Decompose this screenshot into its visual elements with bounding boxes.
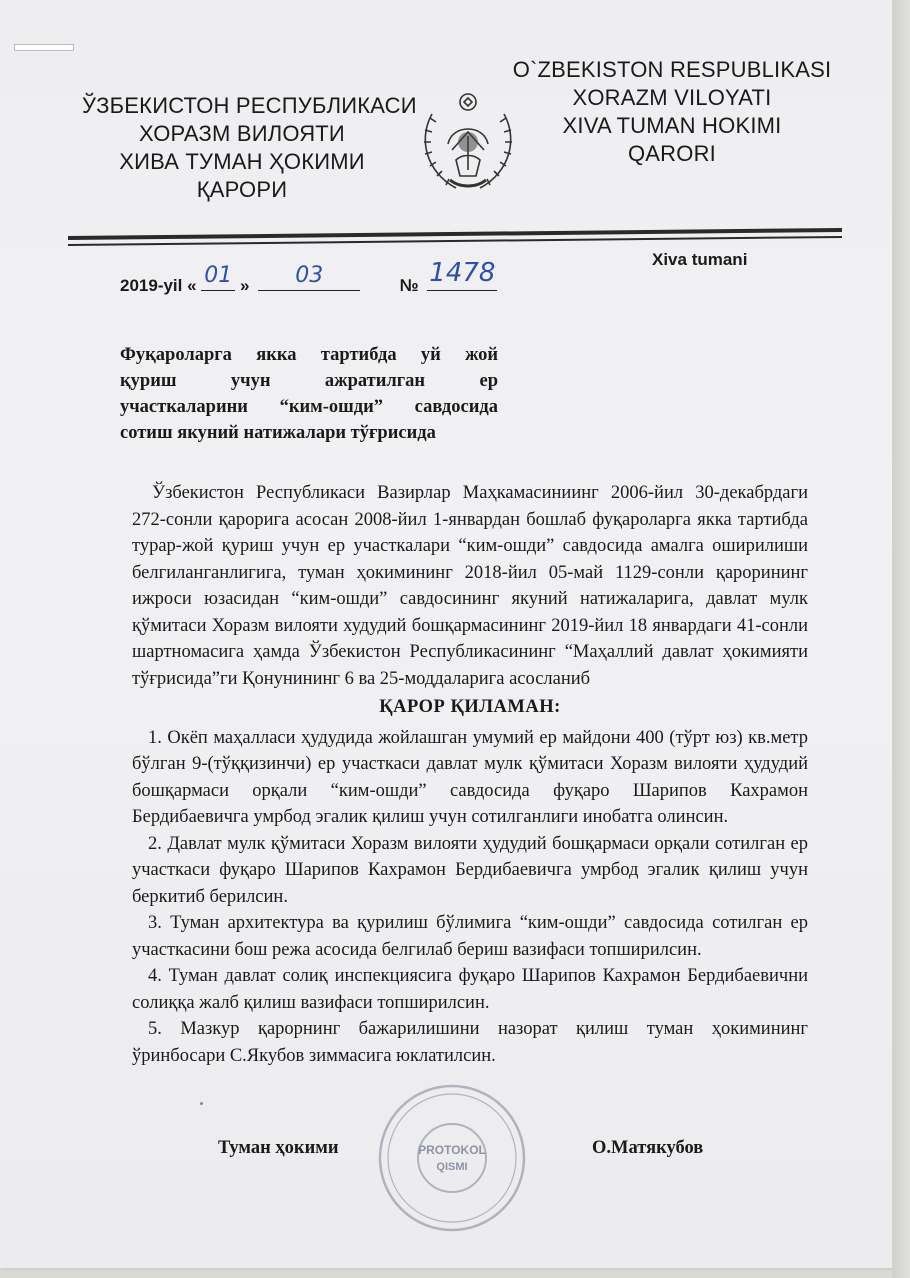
background-edge [892,0,910,1278]
preamble-paragraph: Ўзбекистон Республикаси Вазирлар Маҳкамасиниинг 2006-йил 30-декабрдаги 272-сонли қарорига асосан 2008-йил 1-январдан бошлаб фуқароларга якка тартибда турар-жой қуриш учун ер участкалари “ким-ошди” савдосида амалга оширилиши белгиланганлигига, туман ҳокимининг 2018-йил 05-май 1129-сонли қарорининг ижроси юзасидан “ким-ошди” савдосининг якуний натижаларига, давлат мулк қўмитаси Хоразм вилояти худудий бошқармасининг 2019-йил 18 январдаги 41-сонли шартномасига ҳамда Ўзбекистон Республикасининг “Маҳаллий давлат ҳокимияти тўғрисида”ги Қонунининг 6 ва 25-моддаларига асосланиб [132,483,808,689]
handwritten-number: 1478 [429,258,496,288]
header-right-line-1: O`ZBEKISTON RESPUBLIKASI [512,57,832,82]
decision-item-2: 2. Давлат мулк қўмитаси Хоразм вилояти ҳудудий бошқармаси орқали сотилган ер участкаси фуқаро Шарипов Кахрамон Бердибаевичга умрбод эгалик қилиш учун беркитиб берилсин. [132,833,808,907]
number-field [427,258,497,291]
header-right-line-4: QARORI [628,141,716,166]
date-line [120,258,497,296]
signature-name: О.Матякубов [592,1138,704,1158]
handwritten-day: 01 [204,263,233,288]
title-line-1: Фуқароларга якка тартибда уй жой [120,345,498,365]
handwritten-month: 03 [295,263,324,288]
title-line-4: сотиш якуний натижалари тўғрисида [120,423,436,443]
decision-item-4: 4. Туман давлат солиқ инспекциясига фуқаро Шарипов Кахрамон Бердибаевични солиққа жалб қилиш вазифаси топширилсин. [132,966,808,1013]
decision-heading: ҚАРОР ҚИЛАМАН: [379,697,561,717]
header-left-line-2: ХОРАЗМ ВИЛОЯТИ [139,121,345,146]
document-title [120,342,498,446]
month-field [258,263,360,291]
header-cyrillic [82,92,417,204]
protocol-stamp [376,1082,528,1234]
document-body [132,480,808,1069]
title-line-3: участкаларини “ким-ошди” савдосида [120,397,498,417]
decision-item-3: 3. Туман архитектура ва қурилиш бўлимига “ким-ошди” савдосида сотилган ер участкасини бош режа асосида белгилаб бериш вазифаси топширилсин. [132,913,808,960]
decision-item-1: 1. Окёп маҳалласи ҳудудида жойлашган умумий ер майдони 400 (тўрт юз) кв.метр бўлган 9-(тўққизинчи) ер участкаси давлат мулк қўмитаси Хоразм вилояти ҳудудий бошқармаси орқали “ким-ошди” савдосида фуқаро Шарипов Кахрамон Бердибаевичга умрбод эгалик қилиш учун сотилганлиги инобатга олинсин. [132,727,808,827]
header-left-line-1: ЎЗБЕКИСТОН РЕСПУБЛИКАСИ [82,93,417,118]
title-line-2: қуриш учун ажратилган ер [120,371,498,391]
stamp-line-2: QISMI [436,1161,468,1173]
paper-clip-mark [14,44,74,51]
ink-dot [200,1102,203,1105]
header-latin [498,56,846,168]
place-label: Xiva tumani [652,250,748,269]
header-left-line-4: ҚАРОРИ [196,177,288,202]
header-right-line-3: XIVA TUMAN HOKIMI [562,113,782,138]
stamp-line-1: PROTOKOL [418,1143,486,1157]
day-field [201,263,235,291]
signature-position: Туман ҳокими [218,1138,339,1158]
day-close-label: » [240,276,250,295]
header-left-line-3: ХИВА ТУМАН ҲОКИМИ [119,149,365,174]
year-label: 2019-yil « [120,276,197,295]
number-label: № [399,276,419,295]
header-right-line-2: XORAZM VILOYATI [572,85,772,110]
decision-item-5: 5. Мазкур қарорнинг бажарилишини назорат қилиш туман ҳокимининг ўринбосари С.Якубов зиммасига юклатилсин. [132,1019,808,1066]
